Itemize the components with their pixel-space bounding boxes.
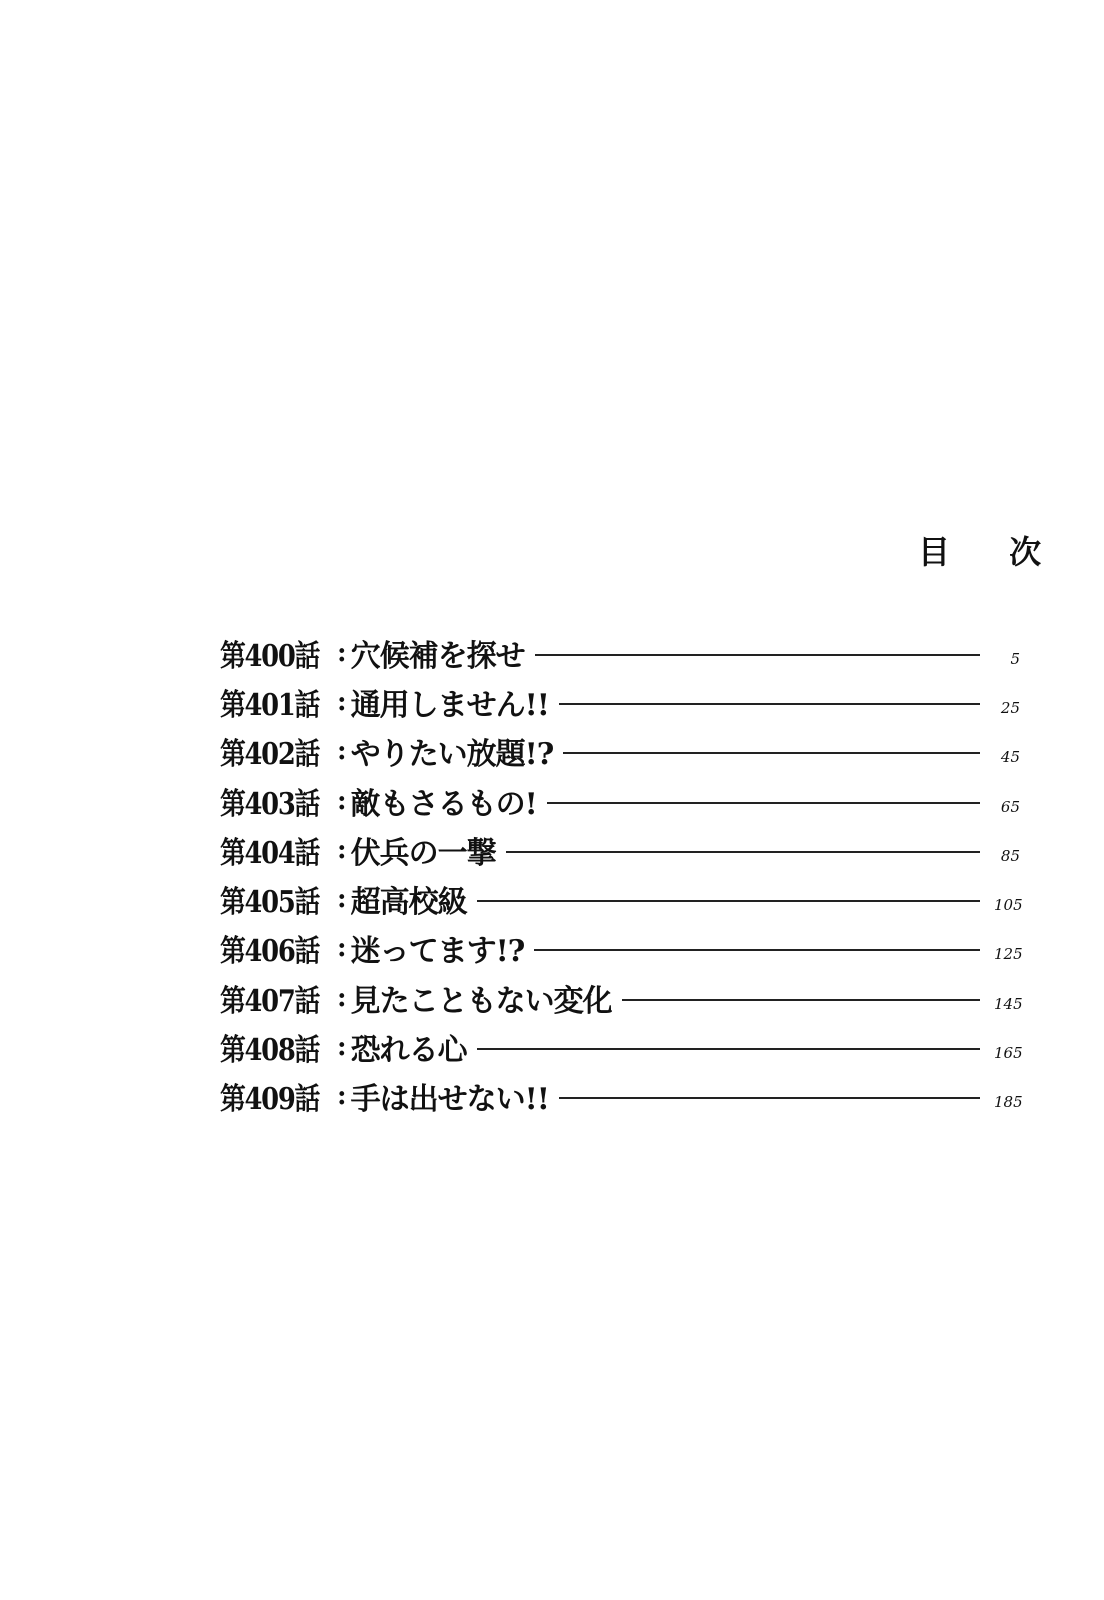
leader-line: [559, 703, 980, 705]
chapter-separator: :: [337, 1032, 347, 1063]
chapter-title: 敵もさるもの!: [350, 786, 537, 822]
chapter-number: 第404話: [220, 835, 320, 871]
page-number: 145: [994, 994, 1023, 1013]
chapter-number: 第402話: [220, 737, 320, 773]
chapter-separator: :: [337, 785, 347, 816]
chapter-separator: :: [337, 686, 347, 717]
toc-entry: [220, 973, 1023, 1022]
chapter-title: 見たこともない変化: [350, 983, 612, 1019]
leader-line: [506, 851, 980, 853]
chapter-number-wrap: [220, 976, 335, 1020]
chapter-title: 迷ってます!?: [350, 934, 525, 970]
chapter-number-wrap: [220, 1025, 335, 1069]
chapter-number-wrap: [220, 680, 335, 724]
toc-list: [220, 628, 1023, 1121]
toc-entry: [220, 677, 1020, 726]
chapter-separator: :: [337, 637, 347, 668]
page-number: 25: [1000, 698, 1020, 717]
chapter-title: 恐れる心: [350, 1033, 467, 1069]
page-number: 85: [1000, 846, 1020, 865]
chapter-number-wrap: [220, 779, 335, 823]
toc-entry: [220, 1072, 1023, 1121]
chapter-separator: :: [337, 982, 347, 1013]
chapter-title: 通用しません!!: [350, 687, 549, 723]
leader-line: [622, 999, 980, 1001]
chapter-number-wrap: [220, 729, 335, 773]
page-number: 125: [994, 945, 1023, 964]
chapter-number-wrap: [220, 877, 335, 921]
toc-heading: 目 次: [918, 533, 1066, 571]
chapter-number: 第408話: [220, 1033, 320, 1069]
chapter-title: 超高校級: [350, 885, 467, 921]
chapter-separator: :: [337, 736, 347, 767]
chapter-number-wrap: [220, 1074, 335, 1118]
page-number: 105: [994, 896, 1023, 915]
page-number: 5: [1010, 649, 1020, 668]
leader-line: [563, 752, 980, 754]
chapter-title: 穴候補を探せ: [350, 638, 525, 674]
leader-line: [477, 900, 980, 902]
page-number: 45: [1000, 748, 1020, 767]
page-number: 185: [994, 1093, 1023, 1112]
chapter-separator: :: [337, 1081, 347, 1112]
leader-line: [534, 949, 980, 951]
chapter-number: 第405話: [220, 885, 320, 921]
chapter-number: 第403話: [220, 786, 320, 822]
page-number: 65: [1000, 797, 1020, 816]
page-number: 165: [994, 1044, 1023, 1063]
chapter-number-wrap: [220, 631, 335, 675]
chapter-number: 第401話: [220, 687, 320, 723]
leader-line: [535, 654, 980, 656]
leader-line: [547, 802, 980, 804]
chapter-separator: :: [337, 834, 347, 865]
leader-line: [477, 1048, 980, 1050]
chapter-title: やりたい放題!?: [350, 737, 554, 773]
leader-line: [559, 1097, 980, 1099]
toc-entry: [220, 628, 1020, 677]
toc-entry: [220, 874, 1023, 923]
toc-entry: [220, 776, 1020, 825]
toc-entry: [220, 1022, 1023, 1071]
chapter-number-wrap: [220, 926, 335, 970]
toc-entry: [220, 727, 1020, 776]
toc-entry: [220, 825, 1020, 874]
chapter-number: 第409話: [220, 1082, 320, 1118]
chapter-separator: :: [337, 884, 347, 915]
chapter-title: 手は出せない!!: [350, 1082, 549, 1118]
chapter-number: 第400話: [220, 638, 320, 674]
toc-entry: [220, 924, 1023, 973]
chapter-title: 伏兵の一撃: [350, 835, 496, 871]
chapter-number: 第406話: [220, 934, 320, 970]
chapter-separator: :: [337, 933, 347, 964]
chapter-number: 第407話: [220, 983, 320, 1019]
chapter-number-wrap: [220, 828, 335, 872]
